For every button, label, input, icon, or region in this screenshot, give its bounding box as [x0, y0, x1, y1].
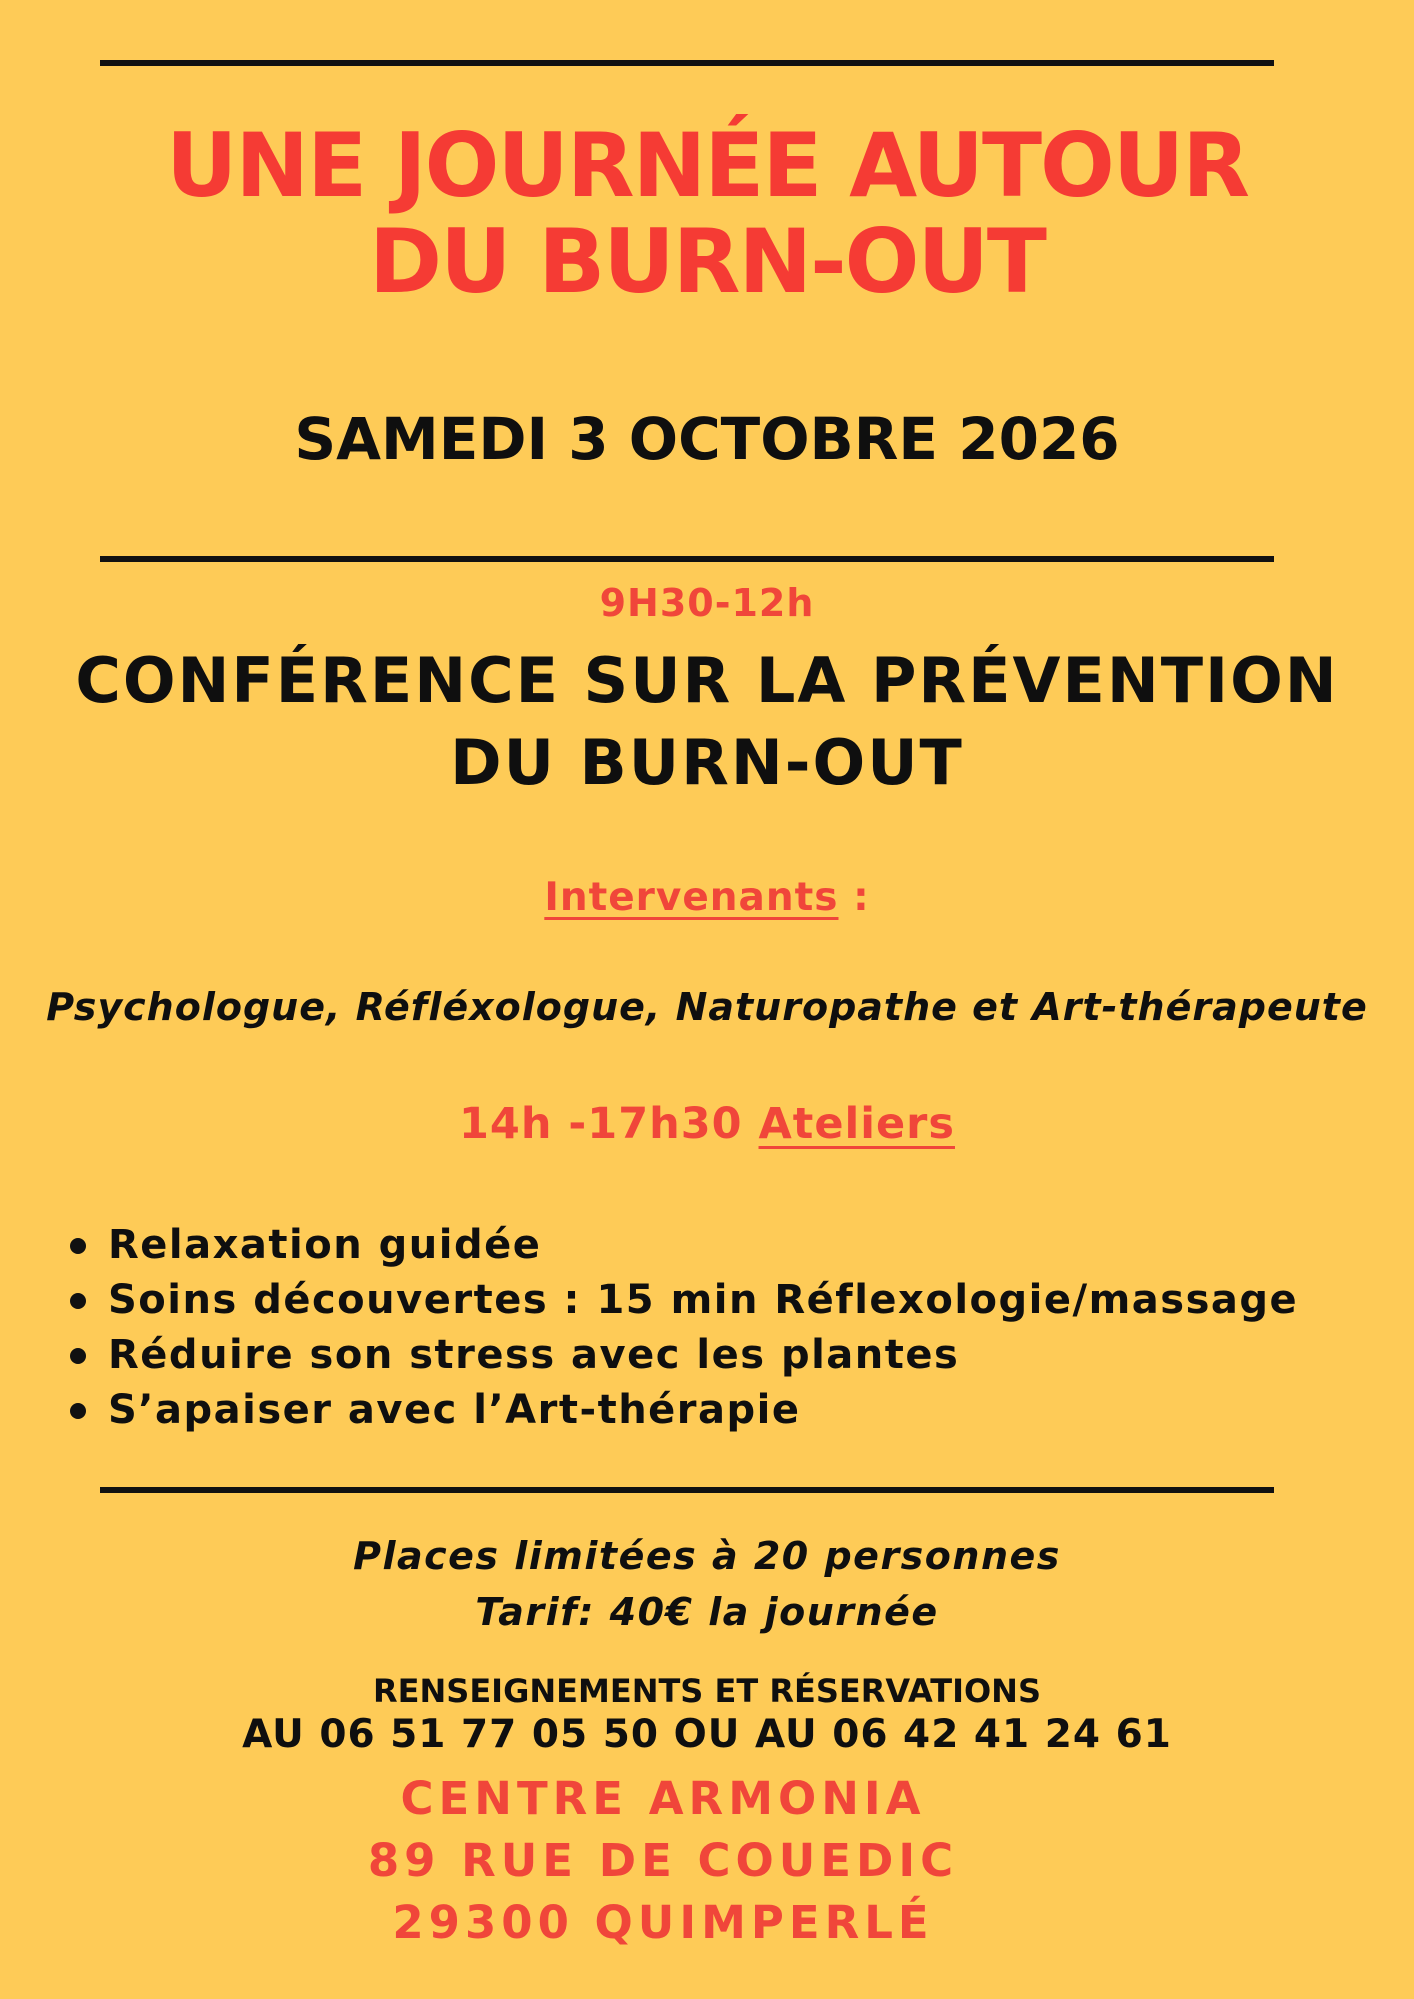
venue-street: 89 RUE DE COUEDIC [367, 1834, 959, 1887]
workshop-list [64, 1218, 1298, 1438]
list-item [64, 1218, 1298, 1273]
places-text: Places limitées à 20 personnes [353, 1534, 1061, 1578]
speakers-heading [0, 872, 1414, 924]
afternoon-heading [0, 1096, 1414, 1152]
list-item [64, 1383, 1298, 1438]
speakers-list: Psychologue, Réfléxologue, Naturopathe et Art-thérapeute [46, 985, 1368, 1029]
date-divider [100, 556, 1274, 562]
bullet-icon [70, 1238, 86, 1254]
bottom-divider [100, 1487, 1274, 1493]
bullet-icon [70, 1403, 86, 1419]
event-title [0, 114, 1414, 313]
workshop-label: S’apaiser avec l’Art-thérapie [108, 1387, 801, 1433]
venue-address [0, 1768, 1326, 1954]
afternoon-time: 14h -17h30 [459, 1099, 759, 1149]
conference-title [0, 640, 1414, 804]
venue-city: 29300 QUIMPERLÉ [392, 1896, 934, 1949]
conference-line-1: CONFÉRENCE SUR LA PRÉVENTION [75, 644, 1339, 717]
contact-phones: AU 06 51 77 05 50 OU AU 06 42 41 24 61 [242, 1712, 1172, 1757]
list-item [64, 1328, 1298, 1383]
list-item [64, 1273, 1298, 1328]
event-date: SAMEDI 3 OCTOBRE 2026 [294, 405, 1120, 473]
morning-time: 9H30-12h [599, 581, 815, 625]
conference-line-2: DU BURN-OUT [450, 726, 964, 799]
speakers-colon: : [838, 875, 870, 920]
booking-info [0, 1528, 1414, 1640]
workshop-label: Réduire son stress avec les plantes [108, 1332, 960, 1378]
title-line-1: UNE JOURNÉE AUTOUR [165, 114, 1249, 217]
bullet-icon [70, 1348, 86, 1364]
afternoon-label: Ateliers [758, 1099, 955, 1149]
contact-title: RENSEIGNEMENTS ET RÉSERVATIONS [372, 1672, 1041, 1710]
title-line-2: DU BURN-OUT [369, 210, 1045, 313]
top-divider [100, 60, 1274, 66]
price-text: Tarif: 40€ la journée [475, 1590, 939, 1634]
speakers-label: Intervenants [544, 875, 839, 920]
workshop-label: Soins découvertes : 15 min Réflexologie/massage [108, 1277, 1299, 1323]
bullet-icon [70, 1293, 86, 1309]
venue-name: CENTRE ARMONIA [400, 1772, 926, 1825]
workshop-label: Relaxation guidée [108, 1222, 542, 1268]
